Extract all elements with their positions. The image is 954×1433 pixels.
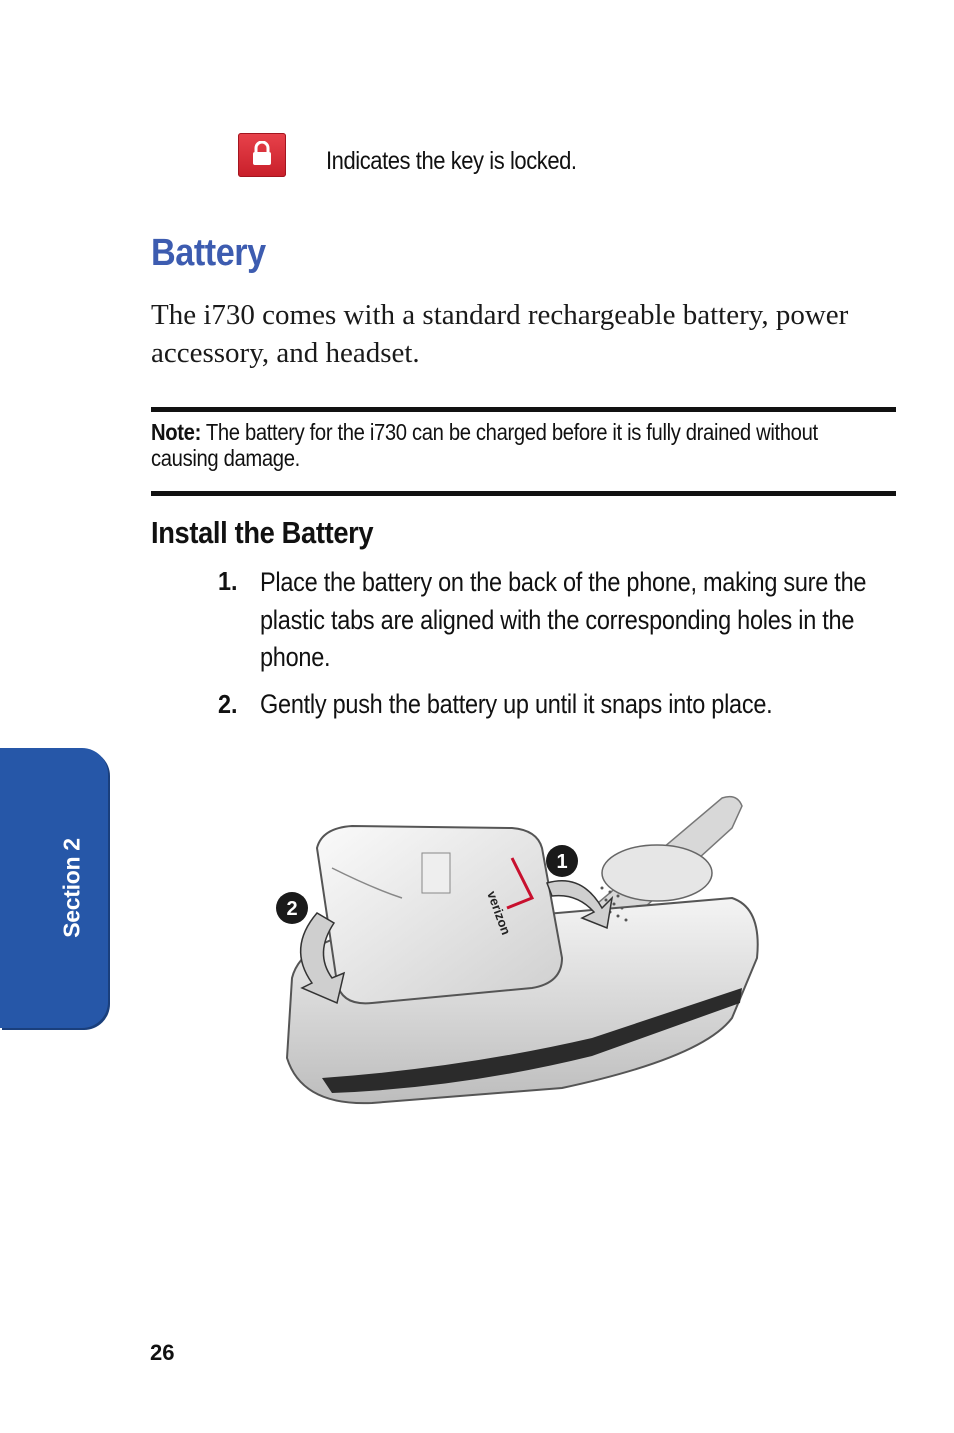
note-bottom-rule bbox=[151, 491, 896, 496]
note bbox=[151, 419, 820, 471]
step-1-text: Place the battery on the back of the phone, making sure the plastic tabs are aligned with the corresponding holes in the phone. bbox=[260, 567, 867, 672]
subsection-heading: Install the Battery bbox=[151, 515, 374, 550]
lock-icon bbox=[238, 133, 286, 177]
step-1-number: 1. bbox=[218, 566, 238, 596]
battery-install-illustration bbox=[262, 788, 762, 1110]
step-2-text: Gently push the battery up until it snaps into place. bbox=[260, 689, 773, 719]
page-number: 26 bbox=[150, 1340, 175, 1365]
note-text: The battery for the i730 can be charged before it is fully drained without causing damage. bbox=[151, 419, 818, 471]
callout-1 bbox=[546, 845, 578, 877]
section-heading: Battery bbox=[151, 232, 266, 274]
callout-2-label: 2 bbox=[286, 898, 298, 920]
step-2-number: 2. bbox=[218, 689, 238, 719]
side-tab-label: Section 2 bbox=[58, 838, 85, 938]
svg-text:verizon: verizon bbox=[484, 888, 514, 937]
lock-description: Indicates the key is locked. bbox=[326, 147, 577, 175]
note-label: Note: bbox=[151, 419, 201, 445]
battery-intro: The i730 comes with a standard rechargeable battery, power accessory, and headset. bbox=[151, 299, 849, 369]
callout-1-label: 1 bbox=[556, 851, 568, 873]
note-top-rule bbox=[151, 407, 896, 412]
section-side-tab bbox=[0, 748, 108, 1028]
callout-2 bbox=[276, 892, 308, 924]
